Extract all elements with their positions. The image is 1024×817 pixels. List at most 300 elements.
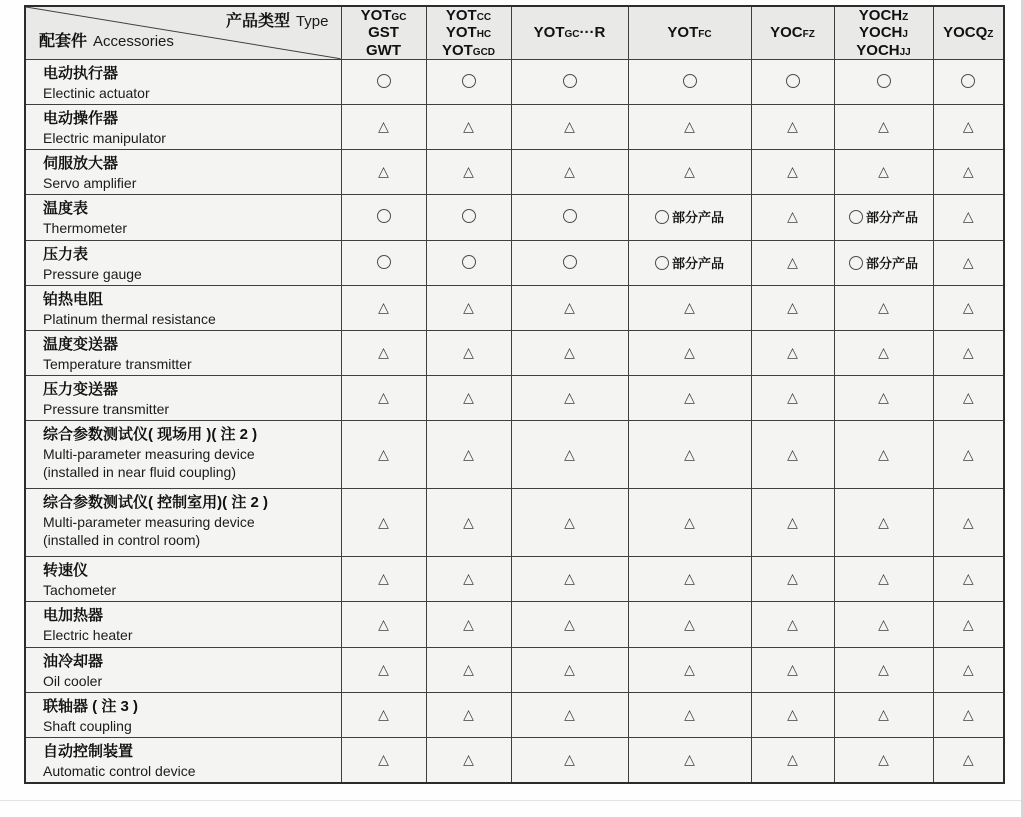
column-header-col-yotgc-r (511, 6, 628, 59)
symbol-cell-triangle (426, 376, 511, 421)
triangle-symbol: △ (684, 615, 695, 632)
column-header-line: YOCHJJ (856, 41, 911, 59)
triangle-symbol: △ (787, 660, 798, 677)
triangle-symbol: △ (378, 705, 389, 722)
symbol-cell-triangle (933, 647, 1004, 692)
row-label-cell (25, 557, 341, 602)
symbol-cell-circle (834, 59, 933, 104)
triangle-symbol: △ (878, 615, 889, 632)
symbol-cell-triangle (426, 104, 511, 149)
symbol-cell-triangle (834, 647, 933, 692)
table-row (25, 240, 1004, 285)
row-label-cn: 综合参数测试仪( 控制室用)( 注 2 ) (43, 494, 268, 512)
table-row (25, 557, 1004, 602)
column-header-col-yotgc-gst-gwt (341, 6, 426, 59)
triangle-symbol: △ (787, 570, 798, 587)
symbol-cell-triangle (751, 104, 834, 149)
row-label-cell (25, 376, 341, 421)
symbol-cell-triangle (341, 557, 426, 602)
row-label-en: Shaft coupling (43, 717, 132, 734)
row-label-en: Multi-parameter measuring device (43, 446, 255, 463)
table-row (25, 602, 1004, 647)
triangle-symbol: △ (962, 253, 974, 270)
triangle-symbol: △ (564, 445, 575, 462)
accessories-label-en: Accessories (93, 33, 174, 51)
symbol-cell-triangle (933, 421, 1004, 489)
symbol-cell-triangle (834, 150, 933, 195)
symbol-cell-triangle (834, 602, 933, 647)
symbol-cell-triangle (751, 240, 834, 285)
symbol-cell-triangle (628, 692, 751, 737)
symbol-cell-triangle (834, 330, 933, 375)
symbol-cell-triangle (511, 150, 628, 195)
partial-products-label: 部分产品 (865, 255, 918, 271)
circle-symbol (683, 74, 697, 88)
product-type-label-cn: 产品类型 (225, 13, 290, 30)
symbol-cell-triangle (628, 489, 751, 557)
row-label-cell (25, 647, 341, 692)
symbol-cell-triangle (426, 489, 511, 557)
column-header-line: YOTGC (360, 7, 407, 24)
triangle-symbol: △ (787, 118, 798, 135)
symbol-cell-triangle (751, 602, 834, 647)
triangle-symbol: △ (564, 163, 575, 180)
triangle-symbol: △ (684, 705, 695, 722)
triangle-symbol: △ (463, 751, 474, 768)
row-label-cn: 电动操作器 (43, 109, 119, 127)
symbol-cell-triangle (933, 150, 1004, 195)
circle-symbol (563, 255, 577, 269)
row-label-cell (25, 330, 341, 375)
circle-symbol (462, 209, 476, 223)
product-type-label-en: Type (295, 13, 329, 30)
symbol-cell-triangle (751, 376, 834, 421)
triangle-symbol: △ (962, 445, 974, 462)
triangle-symbol: △ (962, 389, 974, 406)
header-row (25, 6, 1004, 59)
symbol-cell-triangle (834, 285, 933, 330)
symbol-cell-triangle (751, 421, 834, 489)
symbol-cell-triangle (834, 376, 933, 421)
circle-symbol (877, 74, 891, 88)
triangle-symbol: △ (962, 208, 974, 225)
row-label-cn: 油冷却器 (43, 652, 104, 670)
symbol-cell-triangle (751, 150, 834, 195)
triangle-symbol: △ (962, 118, 974, 135)
circle-symbol (849, 210, 863, 224)
column-header-line: YOCFZ (770, 24, 815, 42)
triangle-symbol: △ (962, 615, 974, 632)
triangle-symbol: △ (787, 705, 798, 722)
column-header-col-yocfz (751, 6, 834, 59)
row-label-cell (25, 602, 341, 647)
triangle-symbol: △ (564, 118, 575, 135)
row-label-en: Tachometer (43, 582, 117, 599)
circle-symbol (849, 256, 863, 270)
table-row (25, 59, 1004, 104)
row-label-en: (installed in control room) (43, 532, 201, 549)
symbol-cell-triangle (628, 150, 751, 195)
circle-symbol (377, 209, 391, 223)
row-label-cn: 自动控制装置 (43, 743, 134, 760)
triangle-symbol: △ (564, 298, 575, 315)
row-label-cell (25, 59, 341, 104)
symbol-cell-circle (511, 195, 628, 240)
triangle-symbol: △ (684, 445, 695, 462)
triangle-symbol: △ (878, 343, 889, 360)
table-row (25, 692, 1004, 737)
symbol-cell-triangle (933, 489, 1004, 557)
symbol-cell-triangle (426, 602, 511, 647)
row-label-cn: 伺服放大器 (43, 155, 119, 173)
triangle-symbol: △ (684, 343, 695, 360)
triangle-symbol: △ (378, 570, 389, 587)
circle-symbol (786, 74, 800, 88)
symbol-cell-triangle (751, 489, 834, 557)
row-label-cn: 压力表 (43, 245, 89, 263)
symbol-cell-triangle (933, 104, 1004, 149)
triangle-symbol: △ (564, 343, 575, 360)
column-header-col-yochz-yochj-yochjj (834, 6, 933, 59)
circle-symbol (655, 256, 669, 270)
partial-products-label: 部分产品 (671, 255, 724, 271)
symbol-cell-triangle (426, 330, 511, 375)
row-label-cell (25, 489, 341, 557)
triangle-symbol: △ (463, 570, 474, 587)
symbol-cell-triangle (628, 376, 751, 421)
row-label-en: Platinum thermal resistance (43, 310, 216, 327)
circle-symbol (462, 74, 476, 88)
symbol-cell-triangle (628, 285, 751, 330)
column-header-line: GST (368, 24, 399, 42)
row-label-cn: 电加热器 (43, 607, 104, 625)
table-row (25, 330, 1004, 375)
table-row (25, 421, 1004, 489)
symbol-cell-triangle (511, 647, 628, 692)
symbol-cell-triangle (751, 692, 834, 737)
triangle-symbol: △ (378, 389, 389, 406)
column-header-line: YOCHJ (859, 24, 908, 42)
symbol-cell-triangle (933, 692, 1004, 737)
triangle-symbol: △ (684, 389, 695, 406)
symbol-cell-triangle (751, 195, 834, 240)
triangle-symbol: △ (878, 705, 889, 722)
symbol-cell-circle (426, 195, 511, 240)
triangle-symbol: △ (463, 660, 474, 677)
triangle-symbol: △ (878, 298, 889, 315)
triangle-symbol: △ (962, 343, 974, 360)
row-label-cn: 压力变送器 (43, 381, 119, 399)
triangle-symbol: △ (684, 163, 695, 180)
symbol-cell-circle (751, 59, 834, 104)
triangle-symbol: △ (378, 298, 389, 315)
corner-type-label (226, 13, 329, 31)
circle-symbol (655, 210, 669, 224)
triangle-symbol: △ (378, 751, 389, 768)
partial-products-label: 部分产品 (671, 210, 724, 226)
symbol-cell-triangle (751, 647, 834, 692)
symbol-cell-triangle (511, 738, 628, 784)
symbol-cell-circle (426, 59, 511, 104)
table-row (25, 150, 1004, 195)
triangle-symbol: △ (878, 118, 889, 135)
row-label-cn: 综合参数测试仪( 现场用 )( 注 2 ) (43, 426, 258, 444)
symbol-cell-circle (933, 59, 1004, 104)
symbol-cell-triangle (511, 330, 628, 375)
symbol-cell-triangle (426, 285, 511, 330)
symbol-cell-triangle (341, 738, 426, 784)
symbol-cell-triangle (933, 285, 1004, 330)
column-header-col-yotfc (628, 6, 751, 59)
symbol-cell-triangle (511, 421, 628, 489)
row-label-en: Electinic actuator (43, 84, 150, 101)
symbol-cell-circle_partial (834, 240, 933, 285)
symbol-cell-triangle (426, 647, 511, 692)
triangle-symbol: △ (378, 513, 389, 530)
symbol-cell-triangle (751, 285, 834, 330)
circle-symbol (377, 255, 391, 269)
row-label-en: (installed in near fluid coupling) (43, 464, 236, 481)
symbol-cell-triangle (933, 195, 1004, 240)
symbol-cell-circle (341, 195, 426, 240)
triangle-symbol: △ (684, 570, 695, 587)
row-label-en: Electric heater (43, 627, 133, 644)
circle-symbol (961, 74, 975, 88)
symbol-cell-triangle (933, 240, 1004, 285)
circle-symbol (563, 209, 577, 223)
symbol-cell-triangle (341, 150, 426, 195)
symbol-cell-circle (511, 240, 628, 285)
triangle-symbol: △ (463, 163, 474, 180)
column-header-line: YOCHZ (858, 7, 909, 24)
symbol-cell-circle (341, 59, 426, 104)
triangle-symbol: △ (684, 298, 695, 315)
row-label-cell (25, 421, 341, 489)
table-body (25, 59, 1004, 783)
symbol-cell-triangle (426, 692, 511, 737)
triangle-symbol: △ (684, 118, 695, 135)
triangle-symbol: △ (878, 389, 889, 406)
symbol-cell-triangle (628, 557, 751, 602)
symbol-cell-triangle (511, 489, 628, 557)
row-label-cn: 联轴器 ( 注 3 ) (43, 697, 139, 715)
row-label-cell (25, 104, 341, 149)
symbol-cell-triangle (341, 421, 426, 489)
row-label-cn: 电动执行器 (43, 64, 119, 82)
triangle-symbol: △ (378, 118, 389, 135)
accessories-compatibility-table (24, 5, 1005, 784)
triangle-symbol: △ (463, 513, 474, 530)
row-label-en: Thermometer (43, 220, 128, 237)
triangle-symbol: △ (787, 343, 798, 360)
symbol-cell-triangle (834, 692, 933, 737)
symbol-cell-triangle (341, 647, 426, 692)
row-label-en: Temperature transmitter (43, 355, 192, 372)
symbol-cell-triangle (426, 150, 511, 195)
column-header-line: YOCQZ (943, 24, 994, 42)
triangle-symbol: △ (878, 570, 889, 587)
symbol-cell-triangle (341, 602, 426, 647)
partial-products-label: 部分产品 (865, 210, 918, 226)
row-label-en: Multi-parameter measuring device (43, 514, 255, 531)
row-label-en: Oil cooler (43, 672, 103, 689)
triangle-symbol: △ (787, 298, 798, 315)
triangle-symbol: △ (378, 615, 389, 632)
table-row (25, 738, 1004, 784)
symbol-cell-circle (341, 240, 426, 285)
symbol-cell-triangle (933, 557, 1004, 602)
triangle-symbol: △ (463, 615, 474, 632)
row-label-cell (25, 738, 341, 784)
triangle-symbol: △ (787, 208, 798, 225)
row-label-cell (25, 285, 341, 330)
symbol-cell-triangle (628, 602, 751, 647)
symbol-cell-triangle (933, 330, 1004, 375)
column-header-col-yotcc-yothc-yotgcd (426, 6, 511, 59)
symbol-cell-triangle (751, 330, 834, 375)
triangle-symbol: △ (878, 445, 889, 462)
triangle-symbol: △ (378, 163, 389, 180)
symbol-cell-triangle (834, 421, 933, 489)
triangle-symbol: △ (463, 118, 474, 135)
symbol-cell-triangle (341, 692, 426, 737)
triangle-symbol: △ (787, 389, 798, 406)
accessories-label-cn: 配套件 (39, 33, 88, 51)
symbol-cell-triangle (426, 421, 511, 489)
triangle-symbol: △ (463, 343, 474, 360)
symbol-cell-circle_partial (628, 240, 751, 285)
triangle-symbol: △ (878, 513, 889, 530)
triangle-symbol: △ (564, 705, 575, 722)
row-label-cell (25, 150, 341, 195)
triangle-symbol: △ (787, 445, 798, 462)
symbol-cell-triangle (628, 647, 751, 692)
triangle-symbol: △ (962, 705, 974, 722)
triangle-symbol: △ (962, 751, 974, 768)
symbol-cell-triangle (511, 602, 628, 647)
row-label-en: Electric manipulator (43, 129, 166, 146)
symbol-cell-triangle (511, 557, 628, 602)
triangle-symbol: △ (378, 445, 389, 462)
symbol-cell-triangle (628, 738, 751, 784)
triangle-symbol: △ (684, 751, 695, 768)
symbol-cell-triangle (834, 738, 933, 784)
column-header-line: YOTGC···R (533, 24, 606, 42)
table-row (25, 195, 1004, 240)
triangle-symbol: △ (962, 513, 974, 530)
row-label-cell (25, 692, 341, 737)
symbol-cell-triangle (341, 489, 426, 557)
symbol-cell-circle (628, 59, 751, 104)
symbol-cell-triangle (511, 285, 628, 330)
symbol-cell-triangle (628, 421, 751, 489)
triangle-symbol: △ (463, 445, 474, 462)
column-header-line: YOTHC (445, 24, 492, 42)
symbol-cell-triangle (511, 692, 628, 737)
column-header-col-yocqz (933, 6, 1004, 59)
symbol-cell-triangle (933, 738, 1004, 784)
symbol-cell-triangle (341, 376, 426, 421)
triangle-symbol: △ (787, 253, 798, 270)
triangle-symbol: △ (463, 705, 474, 722)
triangle-symbol: △ (463, 298, 474, 315)
symbol-cell-circle (426, 240, 511, 285)
triangle-symbol: △ (878, 751, 889, 768)
circle-symbol (462, 255, 476, 269)
row-label-cn: 温度变送器 (43, 335, 119, 353)
table-row (25, 489, 1004, 557)
triangle-symbol: △ (684, 513, 695, 530)
symbol-cell-triangle (834, 104, 933, 149)
row-label-en: Pressure transmitter (43, 401, 170, 418)
column-header-line: YOTGCD (441, 41, 496, 59)
symbol-cell-triangle (751, 557, 834, 602)
triangle-symbol: △ (378, 343, 389, 360)
row-label-cn: 温度表 (43, 200, 89, 218)
column-header-line: YOTCC (445, 7, 492, 24)
circle-symbol (377, 74, 391, 88)
triangle-symbol: △ (962, 163, 974, 180)
triangle-symbol: △ (564, 615, 575, 632)
row-label-en: Pressure gauge (43, 265, 142, 282)
triangle-symbol: △ (564, 570, 575, 587)
symbol-cell-triangle (426, 557, 511, 602)
symbol-cell-circle_partial (628, 195, 751, 240)
table-row (25, 285, 1004, 330)
symbol-cell-triangle (341, 285, 426, 330)
triangle-symbol: △ (564, 660, 575, 677)
symbol-cell-triangle (933, 602, 1004, 647)
triangle-symbol: △ (787, 163, 798, 180)
triangle-symbol: △ (878, 660, 889, 677)
column-header-line: GWT (366, 41, 401, 59)
symbol-cell-triangle (751, 738, 834, 784)
row-label-en: Automatic control device (43, 763, 196, 779)
triangle-symbol: △ (463, 389, 474, 406)
corner-accessories-label (39, 33, 174, 51)
symbol-cell-triangle (834, 557, 933, 602)
symbol-cell-triangle (511, 376, 628, 421)
triangle-symbol: △ (564, 751, 575, 768)
row-label-cn: 转速仪 (43, 562, 89, 580)
triangle-symbol: △ (378, 660, 389, 677)
triangle-symbol: △ (962, 298, 974, 315)
corner-header-cell (25, 6, 341, 59)
symbol-cell-triangle (834, 489, 933, 557)
symbol-cell-circle (511, 59, 628, 104)
row-label-cell (25, 195, 341, 240)
triangle-symbol: △ (787, 513, 798, 530)
symbol-cell-triangle (426, 738, 511, 784)
symbol-cell-triangle (628, 330, 751, 375)
circle-symbol (563, 74, 577, 88)
symbol-cell-triangle (628, 104, 751, 149)
triangle-symbol: △ (564, 389, 575, 406)
symbol-cell-triangle (933, 376, 1004, 421)
triangle-symbol: △ (962, 660, 974, 677)
triangle-symbol: △ (962, 570, 974, 587)
symbol-cell-triangle (511, 104, 628, 149)
row-label-en: Servo amplifier (43, 175, 137, 192)
triangle-symbol: △ (684, 660, 695, 677)
triangle-symbol: △ (878, 163, 889, 180)
symbol-cell-triangle (341, 330, 426, 375)
triangle-symbol: △ (564, 513, 575, 530)
page-bottom-rule (0, 800, 1024, 801)
row-label-cell (25, 240, 341, 285)
symbol-cell-circle_partial (834, 195, 933, 240)
triangle-symbol: △ (787, 615, 798, 632)
